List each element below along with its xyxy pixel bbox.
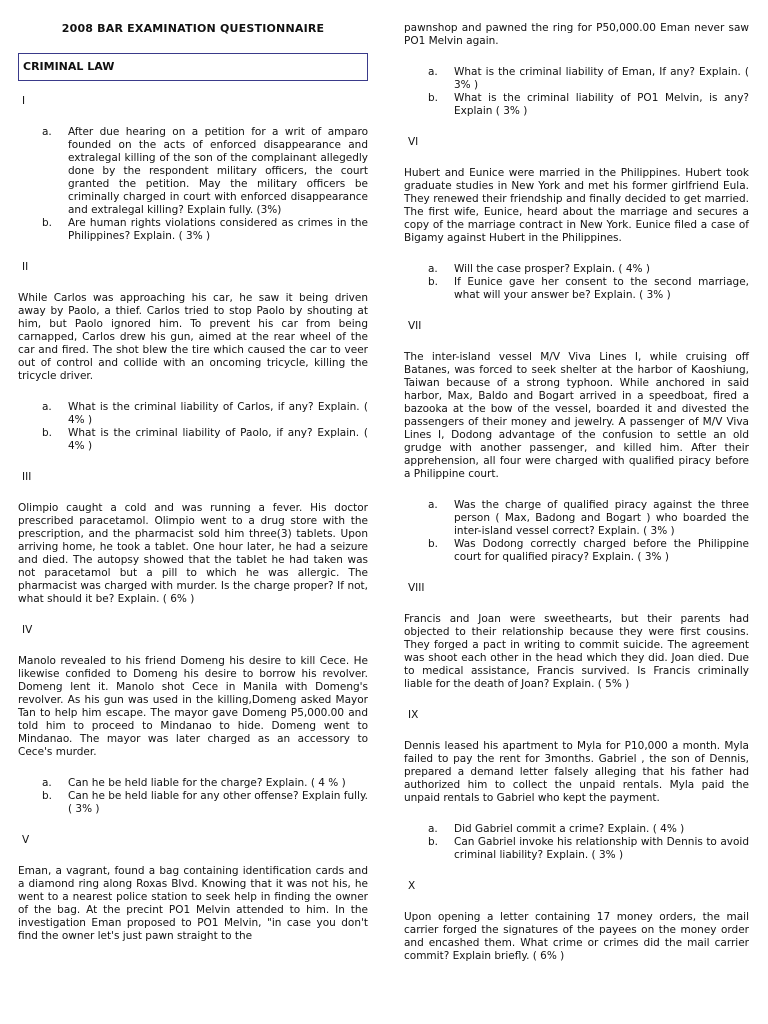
- question-item: [42, 427, 368, 453]
- item-text: Can he be held liable for any other offense? Explain fully. ( 3% ): [68, 790, 368, 815]
- question-item: [428, 66, 749, 92]
- question-item: [42, 126, 368, 217]
- question-vii-items: [404, 499, 749, 564]
- item-text: If Eunice gave her consent to the second marriage, what will your answer be? Explain. ( 3% ): [454, 276, 749, 301]
- item-text: Can he be held liable for the charge? Explain. ( 4 % ): [68, 777, 346, 789]
- subject-label: CRIMINAL LAW: [23, 60, 115, 73]
- item-letter: a.: [42, 126, 52, 138]
- item-letter: a.: [428, 66, 438, 78]
- question-v-items: [404, 66, 749, 118]
- item-text: What is the criminal liability of PO1 Melvin, is any? Explain ( 3% ): [454, 92, 749, 117]
- item-letter: a.: [428, 263, 438, 275]
- question-item: [42, 401, 368, 427]
- question-number-vi: VI: [408, 136, 419, 148]
- question-number-i: I: [22, 95, 26, 107]
- question-ii-items: [18, 401, 368, 453]
- question-number-x: X: [408, 880, 416, 892]
- item-letter: a.: [428, 499, 438, 511]
- question-v-continued-text: pawnshop and pawned the ring for P50,000.00 Eman never saw PO1 Melvin again.: [404, 22, 749, 47]
- question-vi-text: Hubert and Eunice were married in the Philippines. Hubert took graduate studies in New York and met his former girlfriend Eula. They renewed their friendship and finally decided to get married. The first wife, Eunice, heard about the marriage and secures a copy of the marriage contract in New York. Eunice filed a case of Bigamy against Hubert in the Philippines.: [404, 167, 749, 244]
- item-letter: b.: [428, 538, 439, 550]
- item-letter: a.: [42, 777, 52, 789]
- item-text: Can Gabriel invoke his relationship with Dennis to avoid criminal liability? Explain. ( 3% ): [454, 836, 749, 861]
- question-item: [428, 499, 749, 538]
- question-number-vii: VII: [408, 320, 422, 332]
- question-ix-items: [404, 823, 749, 862]
- question-iv-text: Manolo revealed to his friend Domeng his desire to kill Cece. He likewise confided to Domeng his desire to borrow his revolver. Domeng lent it. Manolo shot Cece in Manila with Domeng's revolver. As his gun was used in the killing,Domeng asked Mayor Tan to help him escape. The mayor gave Domeng P5,000.00 and told him to proceed to Mindanao to hide. Domeng went to Mindanao. The mayor was later charged as an accessory to Cece's murder.: [18, 655, 368, 758]
- question-number-iv: IV: [22, 624, 33, 636]
- question-item: [428, 823, 749, 836]
- item-text: After due hearing on a petition for a writ of amparo founded on the acts of enforced disappearance and extralegal killing of the son of the complainant allegedly done by the respondent military officers, the court granted the petition. May the military officers be criminally charged in court with enforced disappearance and extralegal killing? Explain fully. (3%): [68, 126, 368, 216]
- item-text: What is the criminal liability of Eman, If any? Explain. ( 3% ): [454, 66, 749, 91]
- question-item: [428, 538, 749, 564]
- question-number-ix: IX: [408, 709, 419, 721]
- question-item: [42, 790, 368, 816]
- question-x-text: Upon opening a letter containing 17 money orders, the mail carrier forged the signatures of the payees on the money order and encashed them. What crime or crimes did the mail carrier commit? Explain briefly. ( 6% ): [404, 911, 749, 962]
- question-iv-items: [18, 777, 368, 816]
- question-vii-text: The inter-island vessel M/V Viva Lines I, while cruising off Batanes, was forced to seek shelter at the harbor of Kaoshiung, Taiwan because of a strong typhoon. While anchored in said harbor, Max, Baldo and Bogart arrived in a speedboat, fired a bazooka at the bow of the vessel, boarded it and divested the passengers of their money and jewelry. A passenger of M/V Viva Lines I, Dodong advantage of the confusion to settle an old grudge with another passenger, and killed him. After their apprehension, all four were charged with qualified piracy before a Philippine court.: [404, 351, 749, 480]
- item-text: Are human rights violations considered as crimes in the Philippines? Explain. ( 3% ): [68, 217, 368, 242]
- question-item: [428, 276, 749, 302]
- question-item: [428, 263, 749, 276]
- question-viii-text: Francis and Joan were sweethearts, but their parents had objected to their relationship because they were first cousins. They forged a pact in writing to commit suicide. The agreement was shoot each other in the head which they did. Joan died. Due to medical assistance, Francis survived. Is Francis criminally liable for the death of Joan? Explain. ( 5% ): [404, 613, 749, 690]
- question-vi-items: [404, 263, 749, 302]
- item-text: What is the criminal liability of Carlos, if any? Explain. ( 4% ): [68, 401, 368, 426]
- question-item: [42, 217, 368, 243]
- question-number-viii: VIII: [408, 582, 425, 594]
- item-letter: b.: [42, 217, 53, 229]
- question-item: [428, 92, 749, 118]
- document-title: 2008 BAR EXAMINATION QUESTIONNAIRE: [61, 22, 325, 35]
- item-letter: b.: [42, 427, 53, 439]
- question-number-v: V: [22, 834, 30, 846]
- question-item: [42, 777, 368, 790]
- question-number-ii: II: [22, 261, 29, 273]
- question-ii-text: While Carlos was approaching his car, he saw it being driven away by Paolo, a thief. Carlos tried to stop Paolo by shouting at him, but Paolo ignored him. To prevent his car from being carnapped, Carlos drew his gun, aimed at the rear wheel of the car and fired. The shot blew the tire which caused the car to veer out of control and collide with an oncoming tricycle, killing the tricycle driver.: [18, 292, 368, 382]
- item-letter: a.: [42, 401, 52, 413]
- item-letter: a.: [428, 823, 438, 835]
- item-text: What is the criminal liability of Paolo, if any? Explain. ( 4% ): [68, 427, 368, 452]
- question-ix-text: Dennis leased his apartment to Myla for P10,000 a month. Myla failed to pay the rent for 3months. Gabriel , the son of Dennis, prepared a demand letter falsely alleging that his father had authorized him to collect the unpaid rentals. Myla paid the unpaid rentals to Gabriel who kept the payment.: [404, 740, 749, 804]
- item-text: Will the case prosper? Explain. ( 4% ): [454, 263, 650, 275]
- question-number-iii: III: [22, 471, 32, 483]
- item-text: Was Dodong correctly charged before the Philippine court for qualified piracy? Explain. ( 3% ): [454, 538, 749, 563]
- question-i-items: [18, 126, 368, 243]
- right-column: [404, 0, 749, 981]
- item-text: Did Gabriel commit a crime? Explain. ( 4% ): [454, 823, 685, 835]
- question-v-text: Eman, a vagrant, found a bag containing identification cards and a diamond ring along Roxas Blvd. Knowing that it was not his, he went to a nearest police station to seek help in finding the owner of the bag. At the precint PO1 Melvin attended to him. In the investigation Eman proposed to PO1 Melvin, "in case you don't find the owner let's just pawn straight to the: [18, 865, 368, 942]
- item-letter: b.: [428, 92, 439, 104]
- subject-box: [18, 53, 368, 81]
- item-letter: b.: [428, 276, 439, 288]
- question-item: [428, 836, 749, 862]
- item-text: Was the charge of qualified piracy against the three person ( Max, Badong and Bogart ) who boarded the inter-island vessel correct? Explain. ( 3% ): [454, 499, 749, 537]
- item-letter: b.: [42, 790, 53, 802]
- left-column: [18, 0, 368, 961]
- question-iii-text: Olimpio caught a cold and was running a fever. His doctor prescribed paracetamol. Olimpio went to a drug store with the prescription, and the pharmacist sold him three(3) tablets. Upon arriving home, he took a tablet. One hour later, he had a seizure and died. The autopsy showed that the tablet he had taken was not paracetamol but a pill to which he was allergic. The pharmacist was charged with murder. Is the charge proper? If not, what should it be? Explain. ( 6% ): [18, 502, 368, 605]
- item-letter: b.: [428, 836, 439, 848]
